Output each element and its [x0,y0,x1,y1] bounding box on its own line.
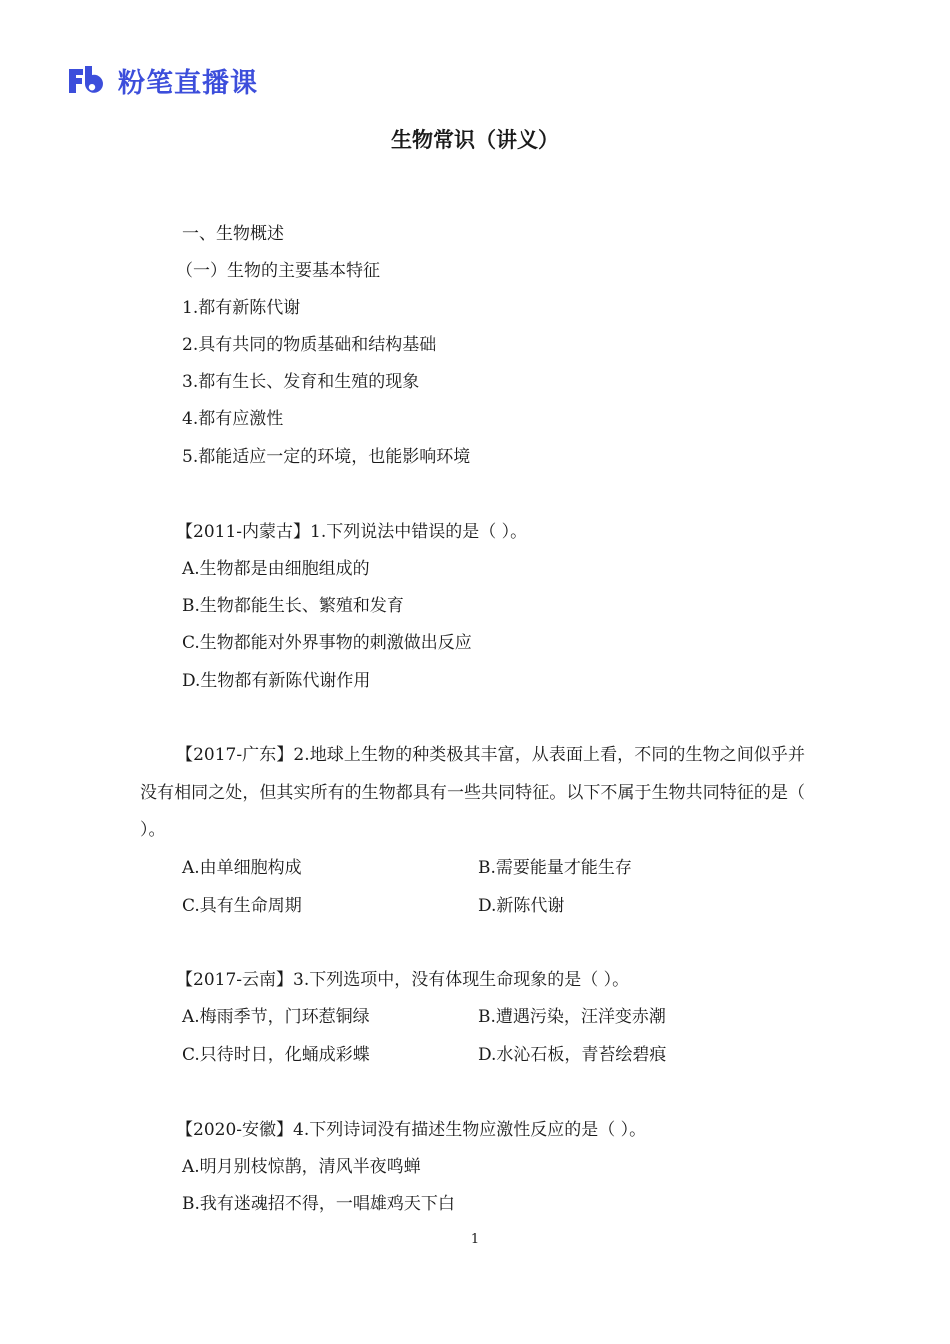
question-text: 1.下列说法中错误的是（ ）。 [310,522,528,542]
question-source-tag: 【2017-广东】 [176,745,294,765]
question-1-stem [176,520,527,544]
question-option: B.遭遇污染，汪洋变赤潮 [478,1007,666,1027]
subsection-heading: （一）生物的主要基本特征 [176,261,380,281]
feature-item: 5.都能适应一定的环境，也能影响环境 [182,447,471,467]
question-3-stem [176,968,629,992]
question-4-stem [176,1118,646,1142]
question-text: 4.下列诗词没有描述生物应激性反应的是（ ）。 [293,1120,647,1140]
brand-logo [66,62,258,98]
feature-item: 1.都有新陈代谢 [182,298,301,318]
feature-item: 4.都有应激性 [182,409,284,429]
question-source-tag: 【2017-云南】 [176,970,294,990]
logo-text: 粉笔直播课 [118,67,258,99]
question-option: D.水沁石板，青苔绘碧痕 [478,1045,667,1065]
question-option: A.梅雨季节，门环惹铜绿 [182,1007,370,1027]
question-option: B.需要能量才能生存 [478,858,632,878]
question-option: D.新陈代谢 [478,896,565,916]
question-option: C.具有生命周期 [182,896,302,916]
fenbi-logo-icon [66,63,108,97]
page-number: 1 [470,1232,480,1247]
question-2-stem [140,737,805,850]
document-title: 生物常识（讲义） [391,127,559,152]
question-option: C.生物都能对外界事物的刺激做出反应 [182,633,472,653]
question-option: A.生物都是由细胞组成的 [182,559,370,579]
question-source-tag: 【2020-安徽】 [176,1120,294,1140]
question-source-tag: 【2011-内蒙古】 [176,522,311,542]
question-option: A.由单细胞构成 [182,858,302,878]
question-text: 2.地球上生物的种类极其丰富，从表面上看，不同的生物之间似乎并没有相同之处，但其实所有的生物都具有一些共同特征。以下不属于生物共同特征的是（ ）。 [140,745,805,840]
section-heading: 一、生物概述 [182,224,284,244]
question-option: C.只待时日，化蛹成彩蝶 [182,1045,370,1065]
question-option: B.我有迷魂招不得，一唱雄鸡天下白 [182,1194,455,1214]
feature-item: 2.具有共同的物质基础和结构基础 [182,335,437,355]
question-option: A.明月别枝惊鹊，清风半夜鸣蝉 [182,1157,421,1177]
question-text: 3.下列选项中，没有体现生命现象的是（ ）。 [293,970,630,990]
question-option: B.生物都能生长、繁殖和发育 [182,596,404,616]
feature-item: 3.都有生长、发育和生殖的现象 [182,372,420,392]
question-option: D.生物都有新陈代谢作用 [182,671,371,691]
